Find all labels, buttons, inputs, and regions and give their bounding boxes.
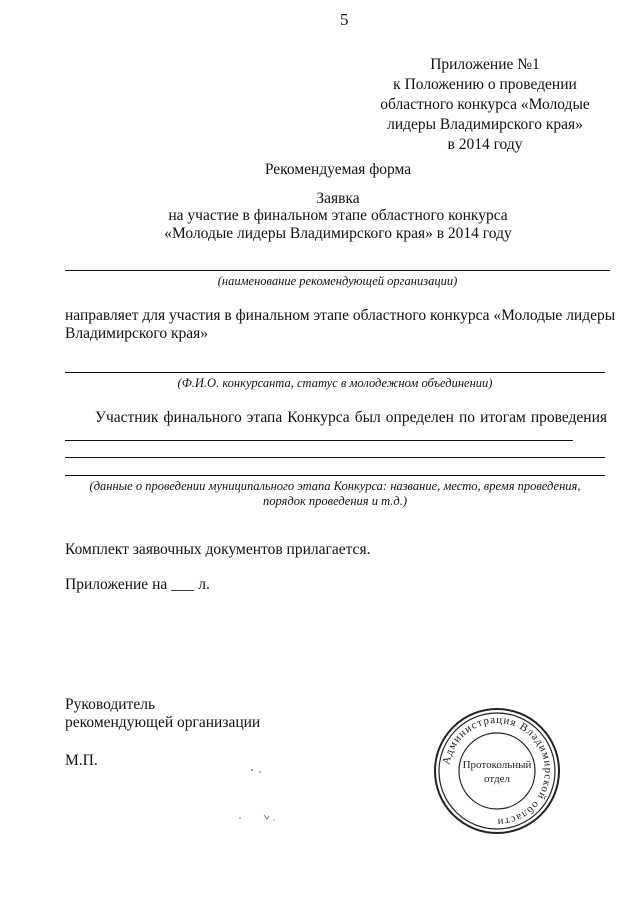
svg-text:Администрация Владимирской обл <box>440 714 554 828</box>
participant-word: был <box>354 409 381 426</box>
seal-place-label: М.П. <box>65 752 98 769</box>
participant-word: проведения <box>530 409 607 426</box>
page-number: 5 <box>340 10 349 29</box>
documents-attached-text: Комплект заявочных документов прилагается. <box>65 541 371 558</box>
official-stamp <box>432 706 562 836</box>
participant-word: Конкурса <box>287 409 350 426</box>
participant-word: Участник <box>95 409 159 426</box>
participant-word: итогам <box>480 409 526 426</box>
participant-word: этапа <box>246 409 283 426</box>
participant-word: финального <box>163 409 242 426</box>
appendix-line-5: в 2014 году <box>447 136 523 153</box>
organization-caption: (наименование рекомендующей организации) <box>217 274 458 288</box>
signer-title-line-2: рекомендующей организации <box>65 714 261 731</box>
appendix-line-2: к Положению о проведении <box>393 76 577 93</box>
form-label: Рекомендуемая форма <box>264 161 412 178</box>
participant-text <box>95 409 607 427</box>
sends-text-line-2: Владимирского края» <box>65 325 208 342</box>
subtitle-line-2: «Молодые лидеры Владимирского края» в 2014 году <box>164 225 512 242</box>
municipal-data-caption-2: порядок проведения и т.д.) <box>262 494 408 508</box>
appendix-line-4: лидеры Владимирского края» <box>387 116 583 133</box>
subtitle-line-1: на участие в финальном этапе областного конкурса <box>168 207 508 224</box>
stamp-inner-line-1: Протокольный <box>462 759 532 771</box>
signer-title-line-1: Руководитель <box>65 696 156 713</box>
appendix-line-1: Приложение №1 <box>430 56 540 73</box>
attachment-pages-text: Приложение на ___ л. <box>65 576 210 593</box>
scan-specks <box>230 760 290 830</box>
stamp-inner-line-2: отдел <box>484 773 510 785</box>
municipal-data-line-2 <box>65 457 605 458</box>
fio-blank-line <box>65 372 605 373</box>
stamp-ring-text: Администрация Владимирской области <box>440 713 555 829</box>
participant-word: по <box>459 409 476 426</box>
participant-word: определен <box>385 409 454 426</box>
sends-text-line-1: направляет для участия в финальном этапе областного конкурса «Молодые лидеры <box>65 307 616 324</box>
municipal-data-line-1 <box>65 440 573 441</box>
fio-caption: (Ф.И.О. конкурсанта, статус в молодежном объединении) <box>177 376 493 390</box>
appendix-line-3: областного конкурса «Молодые <box>380 96 590 113</box>
municipal-data-caption-1: (данные о проведении муниципального этапа Конкурса: название, место, время проведения, <box>89 479 581 493</box>
document-title: Заявка <box>316 190 360 207</box>
municipal-data-line-3 <box>65 475 605 476</box>
organization-blank-line <box>65 270 610 271</box>
